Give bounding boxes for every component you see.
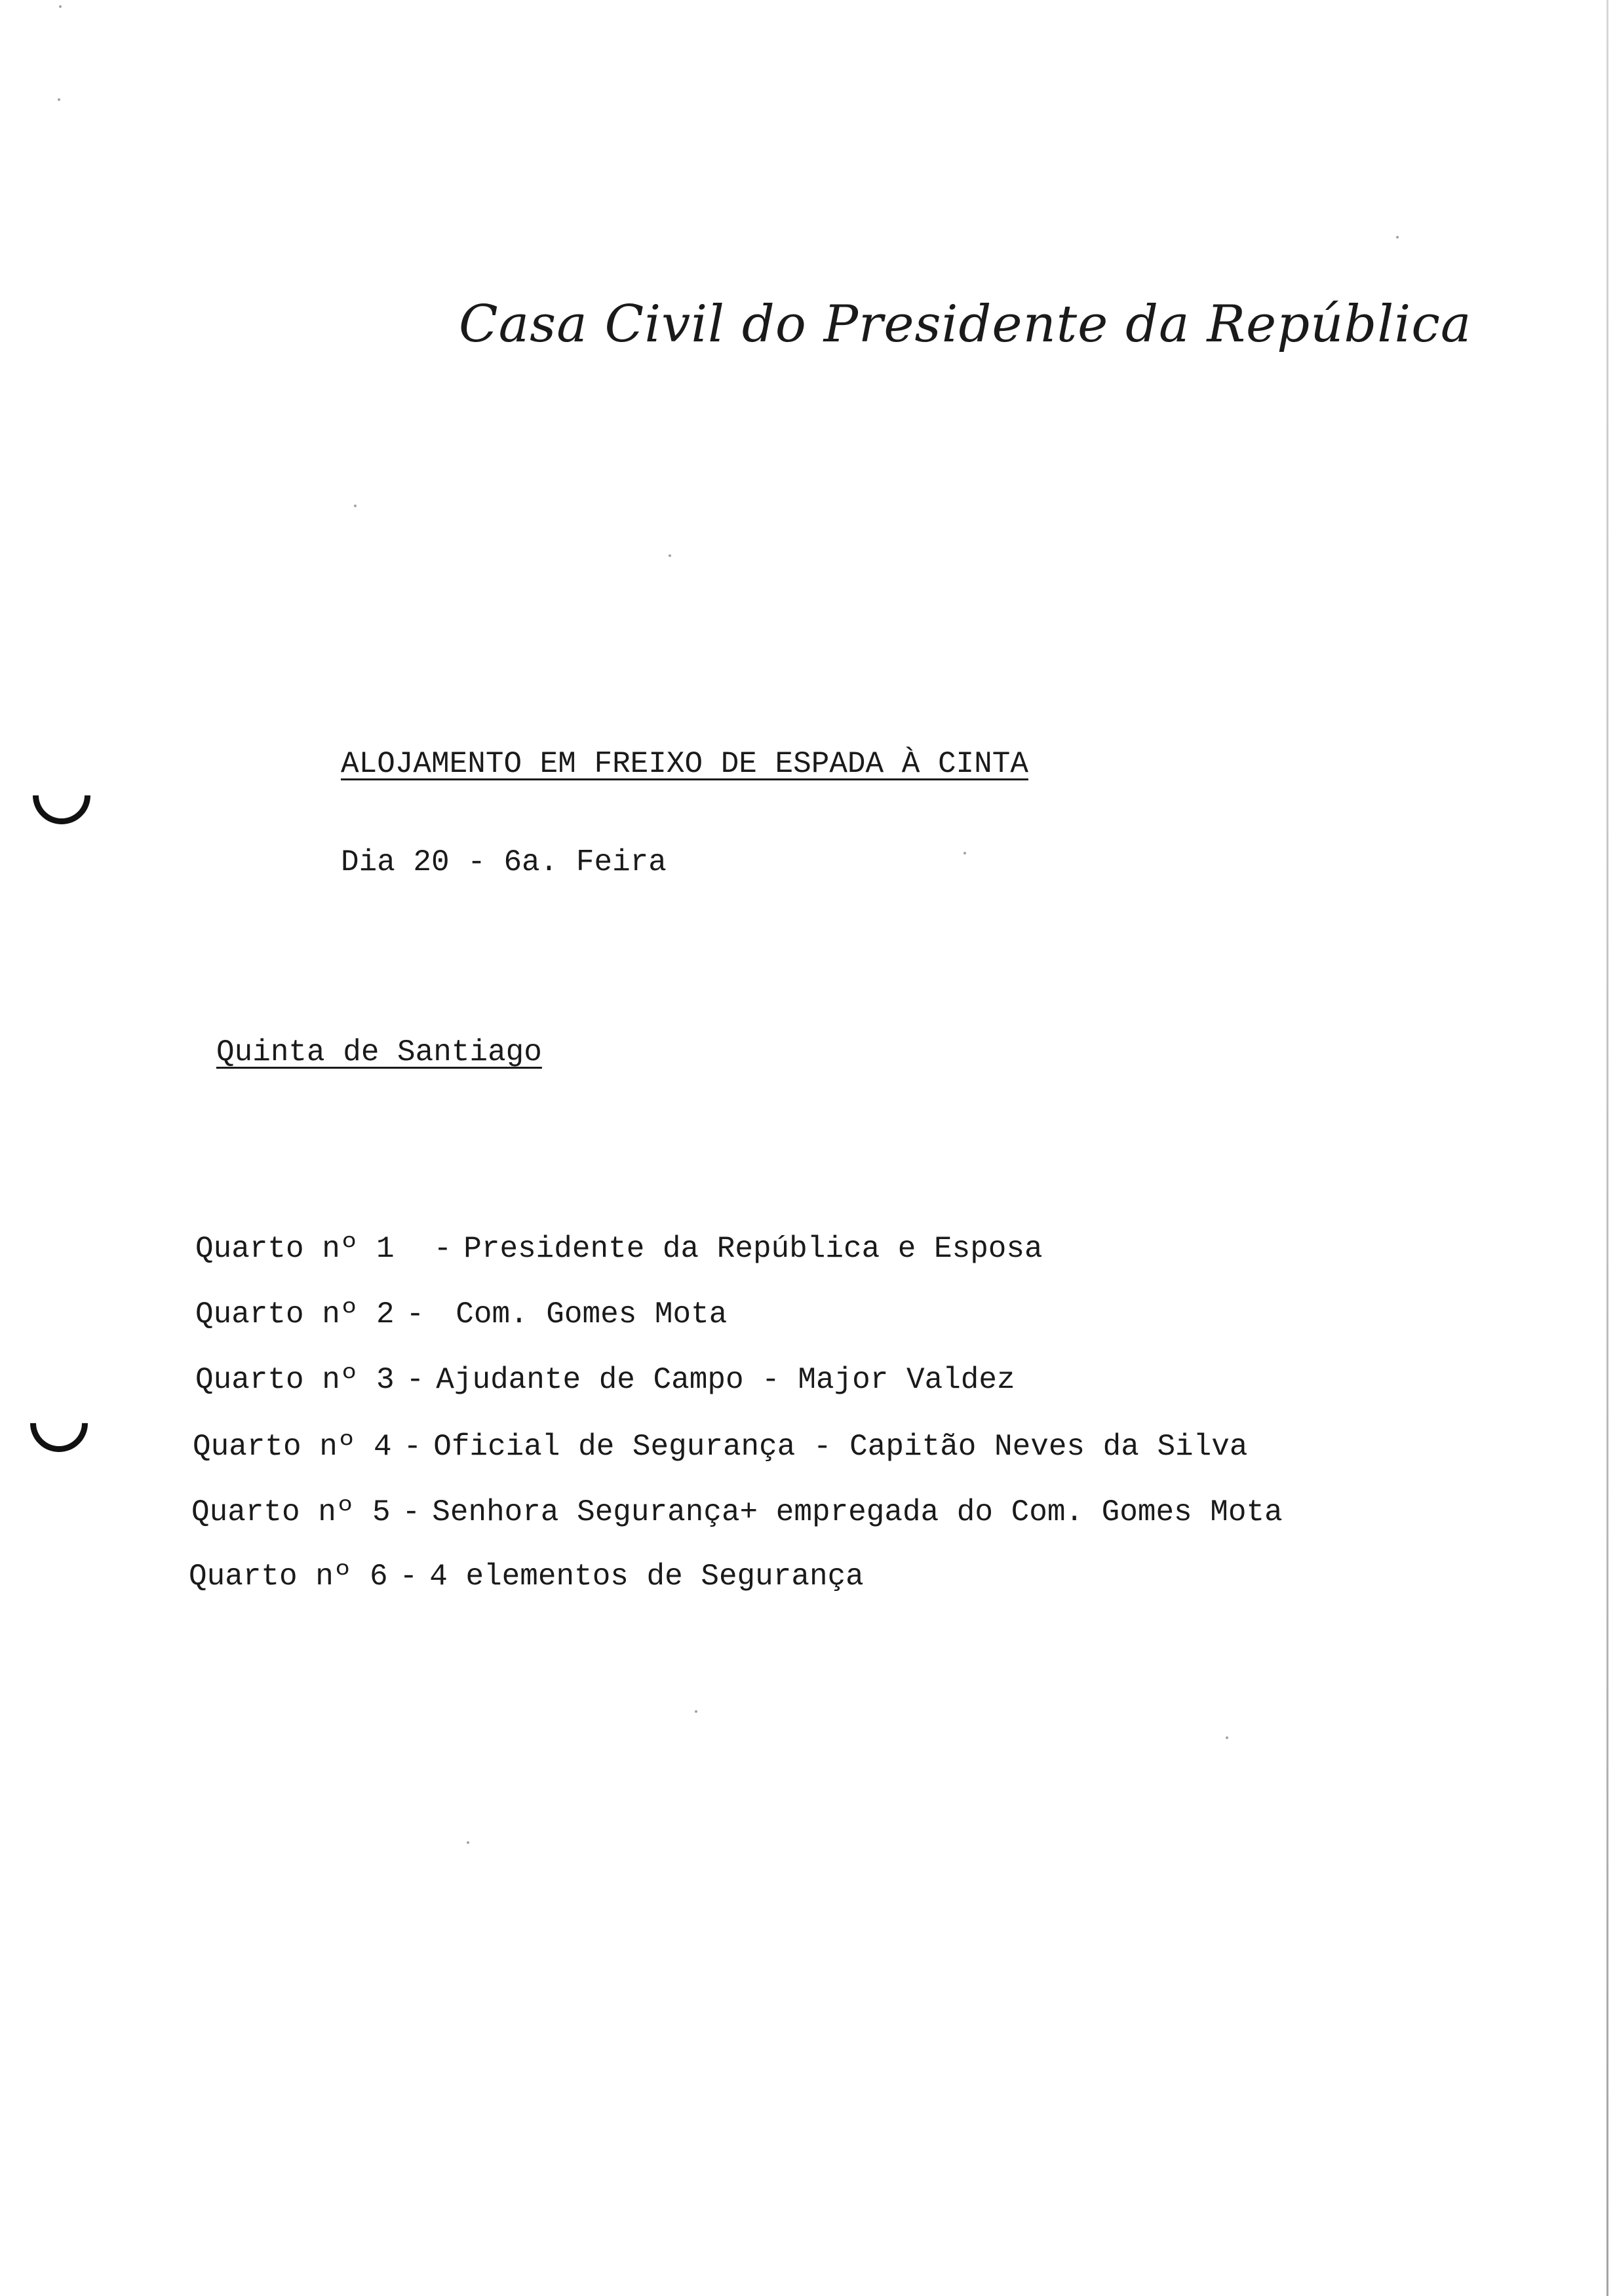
room-label: Quarto nº 4	[193, 1430, 392, 1464]
separator: -	[403, 1430, 422, 1464]
date-line: Dia 20 - 6a. Feira	[341, 845, 667, 879]
room-occupant: Senhora Segurança+ empregada do Com. Gomes Mota	[432, 1495, 1283, 1529]
separator: -	[406, 1363, 425, 1397]
room-label: Quarto nº 2	[195, 1297, 395, 1331]
list-item	[193, 1430, 1247, 1464]
room-label: Quarto nº 5	[191, 1495, 391, 1529]
list-item	[195, 1232, 1043, 1266]
room-label: Quarto nº 1	[195, 1232, 395, 1266]
room-occupant: Com. Gomes Mota	[456, 1297, 728, 1331]
list-item	[191, 1495, 1283, 1529]
document-title: ALOJAMENTO EM FREIXO DE ESPADA À CINTA	[341, 747, 1028, 781]
room-occupant: Oficial de Segurança - Capitão Neves da Silva	[433, 1430, 1248, 1464]
separator: -	[433, 1232, 452, 1266]
room-occupant: Ajudante de Campo - Major Valdez	[436, 1363, 1015, 1397]
separator: -	[402, 1495, 421, 1529]
list-item	[189, 1559, 864, 1594]
separator: -	[399, 1559, 418, 1594]
separator: -	[406, 1297, 425, 1331]
list-item	[195, 1297, 727, 1331]
room-label: Quarto nº 6	[189, 1559, 388, 1594]
letterhead: Casa Civil do Presidente da República	[459, 295, 1472, 354]
room-occupant: 4 elementos de Segurança	[429, 1559, 864, 1594]
list-item	[195, 1363, 1015, 1397]
venue-heading: Quinta de Santiago	[216, 1035, 542, 1069]
room-label: Quarto nº 3	[195, 1363, 395, 1397]
room-occupant: Presidente da República e Esposa	[463, 1232, 1043, 1266]
